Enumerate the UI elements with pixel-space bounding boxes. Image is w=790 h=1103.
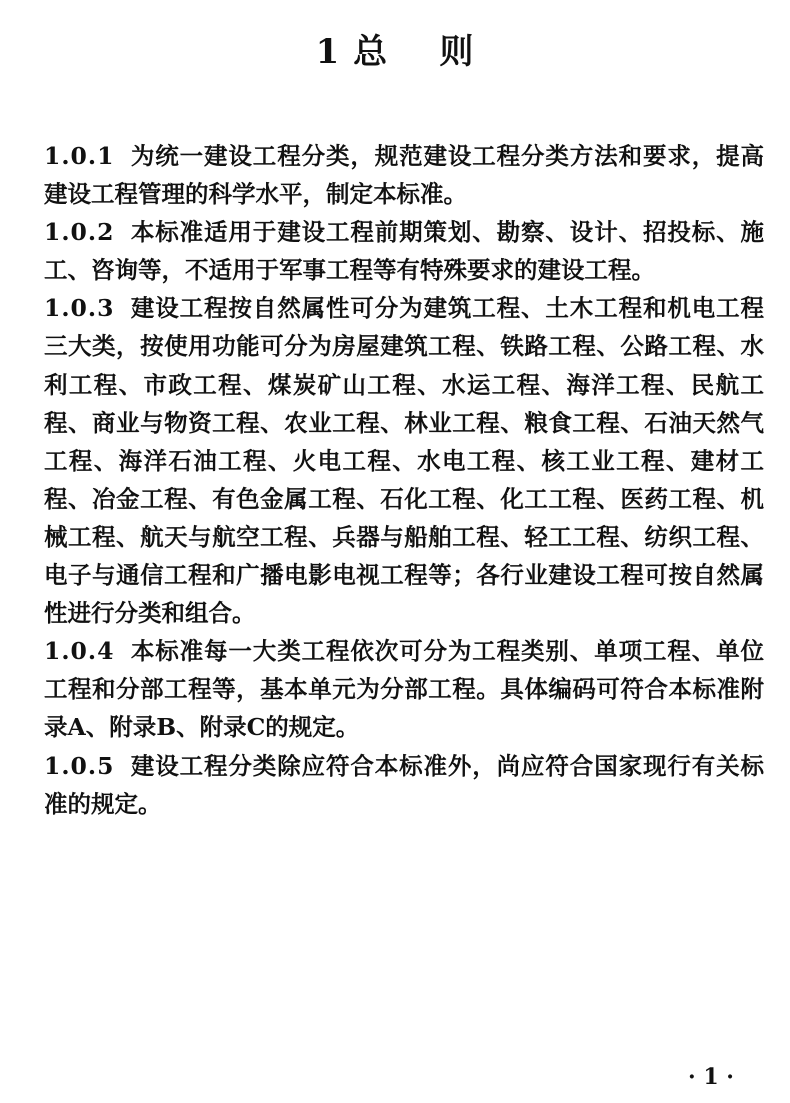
clause-number: 1.0.2 (44, 218, 115, 247)
page-number: · 1 · (688, 1064, 734, 1090)
clause-number: 1.0.3 (44, 294, 115, 323)
clause-text: 本标准适用于建设工程前期策划、勘察、设计、招投标、施工、咨询等，不适用于军事工程等有特殊要求的建设工程。 (44, 218, 764, 285)
clause-list (44, 137, 764, 823)
clause-1-0-3 (44, 289, 764, 632)
clause-1-0-1 (44, 137, 764, 213)
clause-text: 为统一建设工程分类，规范建设工程分类方法和要求，提高建设工程管理的科学水平，制定本标准。 (44, 142, 764, 209)
clause-1-0-4 (44, 632, 764, 746)
chapter-title: 1 总 则 (315, 32, 475, 72)
clause-number: 1.0.5 (44, 751, 115, 780)
clause-text: 建设工程按自然属性可分为建筑工程、土木工程和机电工程三大类，按使用功能可分为房屋建筑工程、铁路工程、公路工程、水利工程、市政工程、煤炭矿山工程、水运工程、海洋工程、民航工程、商业与物资工程、农业工程、林业工程、粮食工程、石油天然气工程、海洋石油工程、火电工程、水电工程、核工业工程、建材工程、冶金工程、有色金属工程、石化工程、化工工程、医药工程、机械工程、航天与航空工程、兵器与船舶工程、轻工工程、纺织工程、电子与通信工程和广播电影电视工程等；各行业建设工程可按自然属性进行分类和组合。 (44, 294, 764, 628)
clause-number: 1.0.1 (44, 142, 115, 170)
clause-1-0-5 (44, 747, 764, 823)
clause-number: 1.0.4 (44, 637, 115, 666)
clause-1-0-2 (44, 213, 764, 289)
clause-text: 本标准每一大类工程依次可分为工程类别、单项工程、单位工程和分部工程等，基本单元为分部工程。具体编码可符合本标准附录A、附录B、附录C的规定。 (44, 637, 764, 742)
clause-text: 建设工程分类除应符合本标准外，尚应符合国家现行有关标准的规定。 (44, 751, 764, 818)
